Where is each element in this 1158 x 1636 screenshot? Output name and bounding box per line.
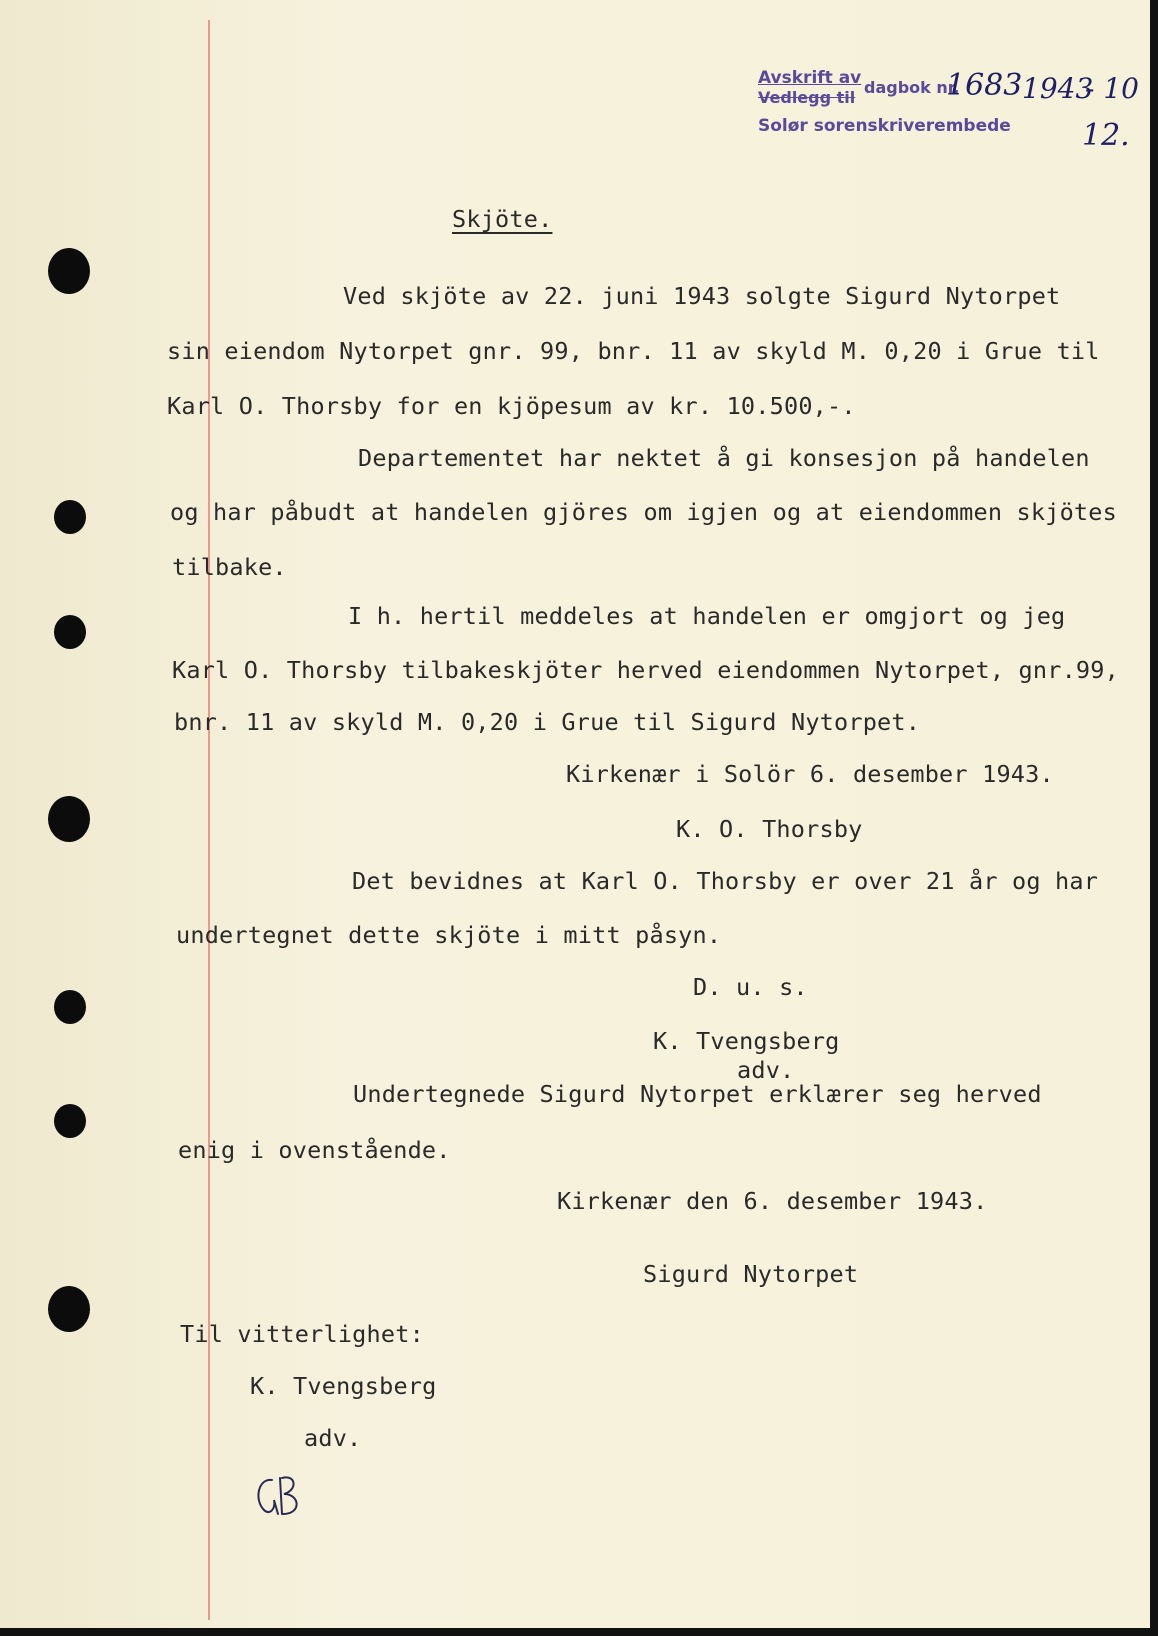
place-date-2: Kirkenær den 6. desember 1943. xyxy=(557,1187,988,1215)
text-line: og har påbudt at handelen gjöres om igjen og at eiendommen skjötes xyxy=(170,498,1117,526)
punch-hole xyxy=(54,990,86,1024)
text-line: Karl O. Thorsby tilbakeskjöter herved eiendommen Nytorpet, gnr.99, xyxy=(172,656,1119,684)
witness-name: K. Tvengsberg xyxy=(653,1027,840,1055)
margin-line xyxy=(208,20,210,1620)
punch-hole xyxy=(54,615,86,649)
witness-title: adv. xyxy=(737,1056,795,1084)
punch-hole xyxy=(54,1104,86,1138)
stamp-line-1: Avskrift av xyxy=(758,68,862,88)
text-line: Undertegnede Sigurd Nytorpet erklærer seg herved xyxy=(353,1080,1042,1108)
punch-hole xyxy=(54,500,86,534)
handwritten-number: 1683 xyxy=(946,68,1023,103)
handwritten-second: 12. xyxy=(1082,118,1130,153)
text-line: tilbake. xyxy=(172,553,287,581)
stamp-line-2: Vedlegg til xyxy=(758,88,856,107)
signer-1: K. O. Thorsby xyxy=(676,815,863,843)
stamp-line-3: Solør sorenskriverembede xyxy=(758,116,1011,136)
text-line: undertegnet dette skjöte i mitt påsyn. xyxy=(176,921,722,949)
text-line: Departementet har nektet å gi konsesjon på handelen xyxy=(358,444,1090,472)
text-line: I h. hertil meddeles at handelen er omgjort og jeg xyxy=(348,602,1066,630)
handwritten-initials xyxy=(250,1470,310,1520)
text-line: Karl O. Thorsby for en kjöpesum av kr. 10.500,-. xyxy=(167,392,856,420)
text-line: sin eiendom Nytorpet gnr. 99, bnr. 11 av skyld M. 0,20 i Grue til xyxy=(167,337,1100,365)
stamp-dagbok-label: dagbok nr. xyxy=(864,78,960,97)
document-title: Skjöte. xyxy=(452,205,553,233)
dus-line: D. u. s. xyxy=(693,973,808,1001)
attest-label: Til vitterlighet: xyxy=(180,1320,424,1348)
attest-name: K. Tvengsberg xyxy=(250,1372,437,1400)
signer-2: Sigurd Nytorpet xyxy=(643,1260,859,1288)
text-line: Det bevidnes at Karl O. Thorsby er over 21 år og har xyxy=(352,867,1099,895)
attest-title: adv. xyxy=(304,1424,362,1452)
text-line: enig i ovenstående. xyxy=(178,1136,451,1164)
place-date-1: Kirkenær i Solör 6. desember 1943. xyxy=(566,760,1054,788)
handwritten-suffix: - 10 xyxy=(1085,72,1139,105)
handwritten-year: 1943 xyxy=(1022,72,1094,105)
text-line: bnr. 11 av skyld M. 0,20 i Grue til Sigurd Nytorpet. xyxy=(174,708,921,736)
punch-hole xyxy=(48,796,90,842)
punch-hole xyxy=(48,1286,90,1332)
punch-hole xyxy=(48,248,90,294)
text-line: Ved skjöte av 22. juni 1943 solgte Sigurd Nytorpet xyxy=(343,282,1061,310)
